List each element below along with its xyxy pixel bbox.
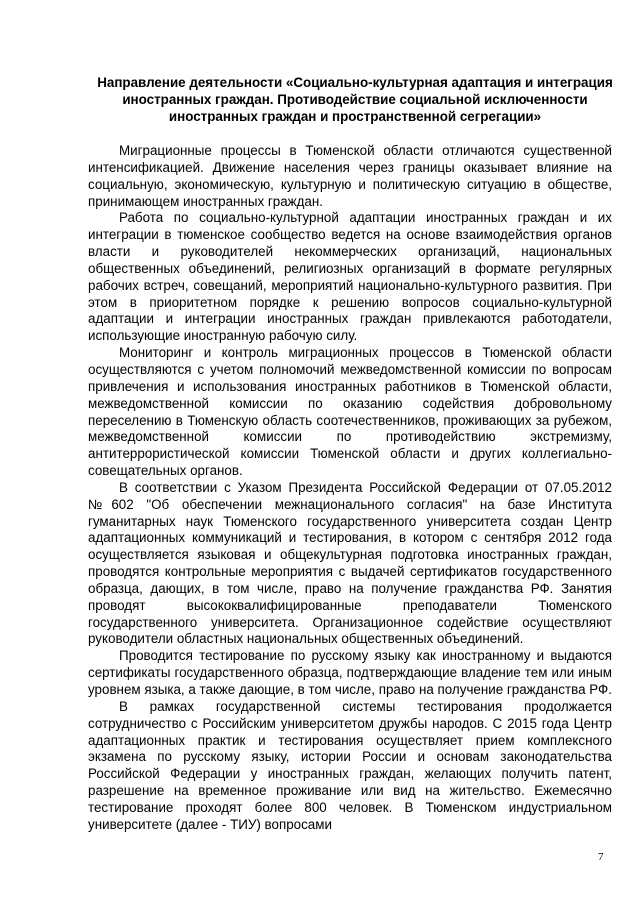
paragraph-5: Проводится тестирование по русскому языку как иностранному и выдаются сертификаты государственного образца, подтверждающие владение тем или иным уровнем языка, а также дающие, в том числе, право на получение гражданства РФ.: [88, 648, 612, 697]
page-number: 7: [598, 851, 604, 863]
paragraph-1: Миграционные процессы в Тюменской области отличаются существенной интенсификацией. Движение населения через границы оказывает влияние на социальную, экономическую, культурную и политическую ситуацию в обществе, принимающем иностранных граждан.: [88, 143, 612, 209]
section-heading: Направление деятельности «Социально-культурная адаптация и интеграция иностранных граждан. Противодействие социальной исключенности иностранных граждан и пространственной сегрегации»: [97, 75, 613, 124]
body-text: [88, 143, 612, 834]
paragraph-4: В соответствии с Указом Президента Российской Федерации от 07.05.2012 №602 "Об обеспечении межнационального согласия" на базе Института гуманитарных наук Тюменского государственного университета создан Центр адаптационных коммуникаций и тестирования, в котором с сентября 2012 года осуществляется языковая и общекультурная подготовка иностранных граждан, проводятся контрольные мероприятия с выдачей сертификатов государственного образца, дающих, в том числе, право на получение гражданства РФ. Занятия проводят высококвалифицированные преподаватели Тюменского государственного университета. Организационное содействие осуществляют руководители областных национальных общественных объединений.: [88, 479, 612, 647]
paragraph-3: Мониторинг и контроль миграционных процессов в Тюменской области осуществляются с учетом полномочий межведомственной комиссии по вопросам привлечения и использования иностранных работников в Тюменской области, межведомственной комиссии по оказанию содействия добровольному переселению в Тюменскую область соотечественников, проживающих за рубежом, межведомственной комиссии по противодействию экстремизму, антитеррористической комиссии Тюменской области и других коллегиально-совещательных органов.: [88, 345, 612, 479]
paragraph-6: В рамках государственной системы тестирования продолжается сотрудничество с Российским университетом дружбы народов. С 2015 года Центр адаптационных практик и тестирования осуществляет прием комплексного экзамена по русскому языку, истории России и основам законодательства Российской Федерации у иностранных граждан, желающих получить патент, разрешение на временное проживание или вид на жительство. Ежемесячно тестирование проходят более 800 человек. В Тюменском индустриальном университете (далее - ТИУ) вопросами: [88, 698, 612, 832]
paragraph-2: Работа по социально-культурной адаптации иностранных граждан и их интеграции в тюменское сообщество ведется на основе взаимодействия органов власти и руководителей некоммерческих организаций, национальных общественных объединений, религиозных организаций в формате регулярных рабочих встреч, совещаний, мероприятий национально-культурного развития. При этом в приоритетном порядке к решению вопросов социально-культурной адаптации и интеграции иностранных граждан привлекаются работодатели, использующие иностранную рабочую силу.: [88, 210, 612, 344]
